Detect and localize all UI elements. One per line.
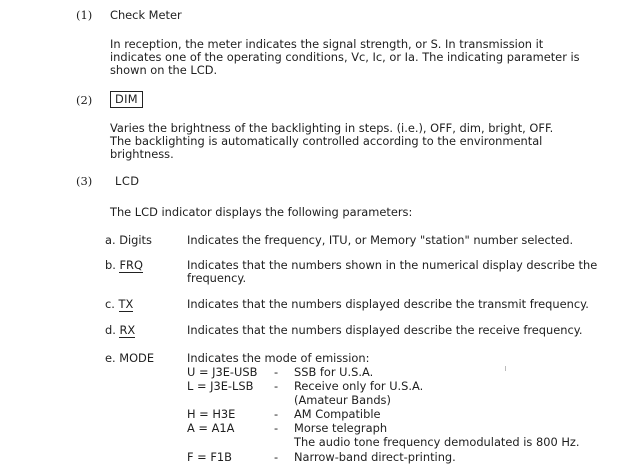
section-3-title: LCD bbox=[115, 174, 140, 188]
scan-speck bbox=[505, 366, 506, 371]
desc-line: frequency. bbox=[187, 271, 247, 285]
mode-meaning: Receive only for U.S.A. bbox=[294, 379, 424, 393]
mode-code: L = J3E-LSB bbox=[187, 379, 254, 393]
mode-code: A = A1A bbox=[187, 421, 235, 435]
mode-meaning: Morse telegraph bbox=[294, 421, 388, 435]
body-line: brightness. bbox=[110, 147, 174, 161]
mode-meaning: SSB for U.S.A. bbox=[294, 365, 374, 379]
mode-meaning: Narrow-band direct-printing. bbox=[294, 450, 456, 464]
section-3-number: (3) bbox=[76, 174, 93, 188]
item-desc-tx: Indicates that the numbers displayed describe the transmit frequency. bbox=[187, 297, 589, 311]
body-line: Varies the brightness of the backlighting in steps. (i.e.), OFF, dim, bright, OFF. bbox=[110, 121, 554, 135]
mode-dash: - bbox=[274, 450, 279, 464]
dim-key-label: DIM bbox=[110, 91, 143, 108]
item-label-tx bbox=[105, 298, 133, 311]
item-prefix: d. bbox=[105, 323, 116, 337]
item-prefix: c. bbox=[105, 297, 115, 311]
body-line: indicates one of the operating conditions, Vc, Ic, or Ia. The indicating parameter is bbox=[110, 50, 580, 64]
section-2-body bbox=[110, 122, 620, 161]
mode-meaning: AM Compatible bbox=[294, 407, 381, 421]
mode-dash: - bbox=[274, 379, 279, 393]
mode-meaning: The audio tone frequency demodulated is 800 Hz. bbox=[294, 435, 580, 449]
mode-dash: - bbox=[274, 421, 279, 435]
body-line: The backlighting is automatically controlled according to the environmental bbox=[110, 134, 543, 148]
item-desc-digits: Indicates the frequency, ITU, or Memory "station" number selected. bbox=[187, 233, 574, 247]
mode-code: F = F1B bbox=[187, 450, 232, 464]
section-2-number: (2) bbox=[76, 93, 93, 107]
frq-label: FRQ bbox=[119, 258, 143, 272]
section-2-title bbox=[110, 93, 143, 106]
item-label-mode: e. MODE bbox=[105, 351, 155, 365]
mode-meaning: (Amateur Bands) bbox=[294, 393, 391, 407]
item-label-frq bbox=[105, 259, 143, 272]
mode-dash: - bbox=[274, 407, 279, 421]
item-prefix: b. bbox=[105, 258, 116, 272]
section-1-body bbox=[110, 38, 620, 77]
mode-code: H = H3E bbox=[187, 407, 236, 421]
section-3-intro: The LCD indicator displays the following parameters: bbox=[110, 205, 413, 219]
rx-label: RX bbox=[119, 323, 136, 337]
section-1-number: (1) bbox=[76, 8, 93, 22]
tx-label: TX bbox=[118, 297, 134, 311]
desc-line: Indicates that the numbers shown in the numerical display describe the bbox=[187, 258, 598, 272]
body-line: shown on the LCD. bbox=[110, 63, 218, 77]
item-desc-rx: Indicates that the numbers displayed describe the receive frequency. bbox=[187, 323, 583, 337]
section-1-title: Check Meter bbox=[110, 8, 182, 22]
mode-code: U = J3E-USB bbox=[187, 365, 258, 379]
body-line: In reception, the meter indicates the signal strength, or S. In transmission it bbox=[110, 37, 544, 51]
item-desc-frq bbox=[187, 259, 597, 285]
item-desc-mode: Indicates the mode of emission: bbox=[187, 351, 370, 365]
item-label-digits: a. Digits bbox=[105, 233, 152, 247]
mode-dash: - bbox=[274, 365, 279, 379]
item-label-rx bbox=[105, 324, 135, 337]
